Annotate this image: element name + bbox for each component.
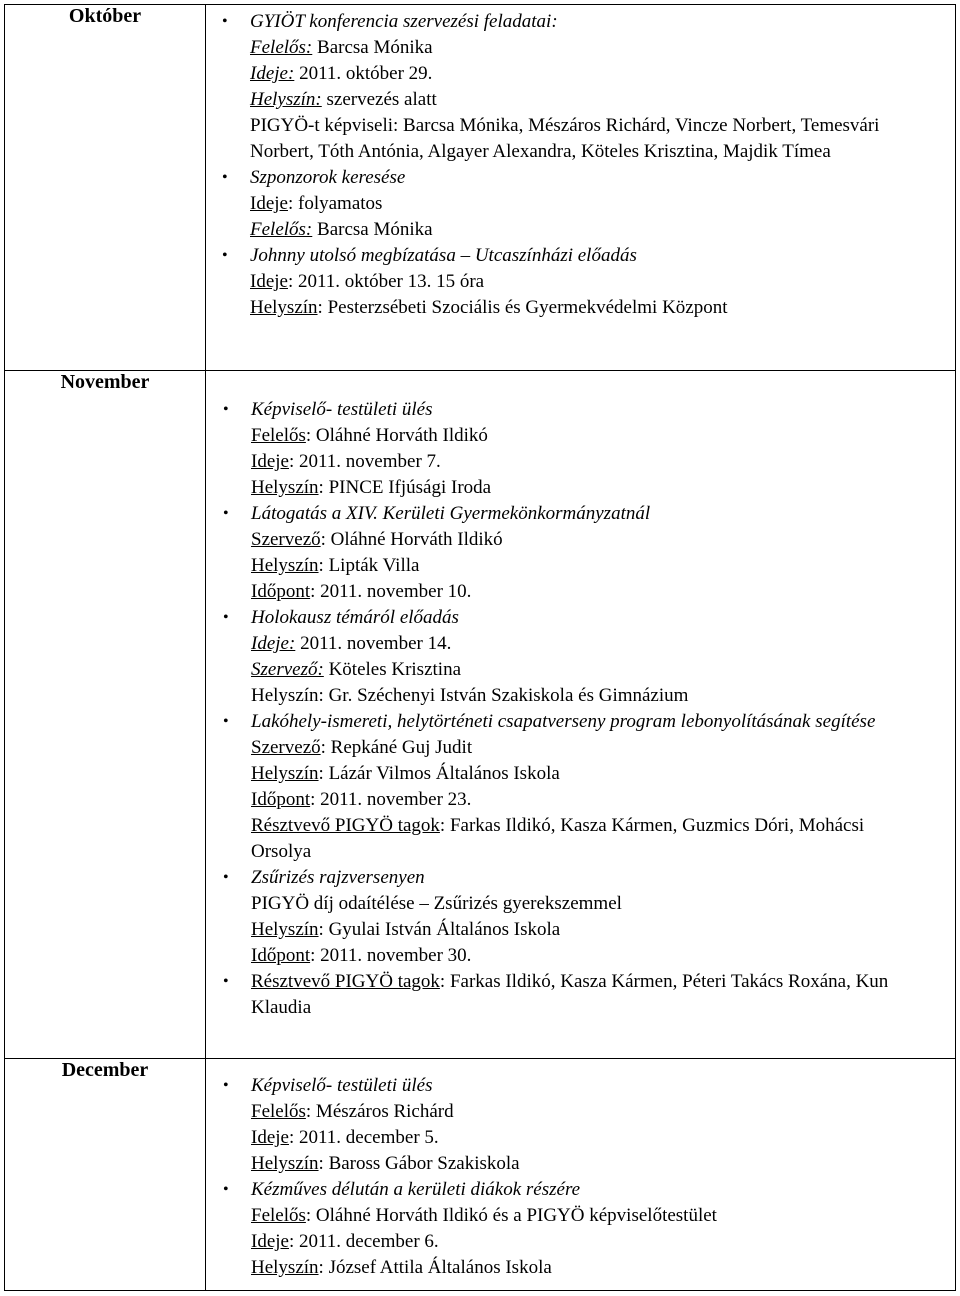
detail-label: Résztvevő PIGYÖ tagok xyxy=(251,971,440,992)
detail-line xyxy=(251,475,955,501)
detail-label: Felelős xyxy=(251,1205,306,1226)
event-list xyxy=(211,397,955,1021)
detail-label: Helyszín xyxy=(251,1257,319,1278)
list-item xyxy=(211,1177,955,1281)
detail-value: : PINCE Ifjúsági Iroda xyxy=(318,477,492,498)
detail-label: Szervező xyxy=(251,737,321,758)
detail-line xyxy=(250,269,955,295)
detail-line xyxy=(251,735,955,761)
detail-label: Ideje xyxy=(251,451,289,472)
detail-line xyxy=(251,553,955,579)
detail-value: : Oláhné Horváth Ildikó xyxy=(320,529,503,550)
detail-line xyxy=(251,1203,955,1229)
detail-value: : Mészáros Richárd xyxy=(305,1101,454,1122)
detail-line xyxy=(251,527,955,553)
detail-value: Barcsa Mónika xyxy=(312,37,433,58)
detail-value: PIGYÖ-t képviseli: Barcsa Mónika, Mészáros Richárd, Vincze Norbert, Temesvári Norbert, Tóth Antónia, Algayer Alexandra, Köteles Krisztina, Majdik Tímea xyxy=(250,115,880,162)
detail-line xyxy=(251,449,955,475)
detail-line xyxy=(250,87,955,113)
detail-label: Időpont xyxy=(251,581,311,602)
detail-line xyxy=(251,943,955,969)
detail-line xyxy=(251,891,955,917)
detail-line xyxy=(251,813,955,865)
detail-label: Ideje xyxy=(250,193,288,214)
detail-line xyxy=(251,423,955,449)
detail-line xyxy=(250,295,955,321)
detail-value: : József Attila Általános Iskola xyxy=(318,1257,552,1278)
detail-value: : 2011. október 13. 15 óra xyxy=(287,271,485,292)
list-item xyxy=(211,1073,955,1177)
event-title: • Szponzorok keresése xyxy=(250,167,406,188)
detail-label: Felelős: xyxy=(250,219,313,240)
detail-value: : folyamatos xyxy=(287,193,383,214)
detail-value: Barcsa Mónika xyxy=(312,219,433,240)
detail-line xyxy=(251,631,955,657)
detail-value: : Lipták Villa xyxy=(318,555,420,576)
detail-line xyxy=(251,1255,955,1281)
table-row-november xyxy=(5,371,956,1059)
detail-value: : Oláhné Horváth Ildikó xyxy=(305,425,488,446)
detail-label: Szervező xyxy=(251,529,321,550)
detail-label: Ideje xyxy=(251,1231,289,1252)
event-title: • Képviselő- testületi ülés xyxy=(251,1075,433,1096)
detail-label: Szervező: xyxy=(251,659,324,680)
detail-value: : Baross Gábor Szakiskola xyxy=(318,1153,520,1174)
detail-line xyxy=(250,191,955,217)
detail-label: Helyszín xyxy=(251,763,319,784)
detail-line xyxy=(251,969,955,1021)
detail-line xyxy=(250,35,955,61)
detail-label: Helyszín xyxy=(251,919,319,940)
month-label: December xyxy=(61,1059,149,1081)
month-cell xyxy=(5,1059,206,1291)
detail-line xyxy=(251,917,955,943)
event-title: • Látogatás a XIV. Kerületi Gyermekönkormányzatnál xyxy=(251,503,651,524)
list-item xyxy=(211,969,955,1021)
event-title: • Lakóhely-ismereti, helytörténeti csapatverseny program lebonyolításának segítése xyxy=(251,711,876,732)
detail-label: Időpont xyxy=(251,945,311,966)
events-cell xyxy=(206,1059,956,1291)
detail-label: Felelős xyxy=(251,1101,306,1122)
detail-line xyxy=(251,1099,955,1125)
detail-line xyxy=(251,1229,955,1255)
detail-value: : 2011. december 5. xyxy=(288,1127,439,1148)
list-item xyxy=(211,605,955,709)
detail-label: Felelős: xyxy=(250,37,313,58)
event-title: • Kézműves délután a kerületi diákok részére xyxy=(251,1179,581,1200)
list-item xyxy=(210,243,955,321)
detail-label: Helyszín xyxy=(251,477,319,498)
list-item xyxy=(210,165,955,243)
event-title: • Képviselő- testületi ülés xyxy=(251,399,433,420)
detail-value: : 2011. december 6. xyxy=(288,1231,439,1252)
list-item xyxy=(211,501,955,605)
detail-value: : Repkáné Guj Judit xyxy=(320,737,473,758)
list-item xyxy=(210,9,955,165)
detail-label: Felelős xyxy=(251,425,306,446)
detail-label: Ideje: xyxy=(250,63,295,84)
detail-value: Helyszín: Gr. Széchenyi István Szakiskola és Gimnázium xyxy=(251,685,689,706)
program-table xyxy=(4,4,956,1291)
detail-label: Ideje: xyxy=(251,633,296,654)
detail-value: : Farkas Ildikó, Kasza Kármen, Péteri Takács Roxána, Kun Klaudia xyxy=(251,971,889,1018)
list-item xyxy=(211,397,955,501)
detail-label: Helyszín xyxy=(251,1153,319,1174)
event-title: • Zsűrizés rajzversenyen xyxy=(251,867,425,888)
event-title: • GYIÖT konferencia szervezési feladatai: xyxy=(250,11,558,32)
detail-value: : Gyulai István Általános Iskola xyxy=(318,919,561,940)
detail-value: : Farkas Ildikó, Kasza Kármen, Guzmics Dóri, Mohácsi Orsolya xyxy=(251,815,865,862)
month-label: November xyxy=(60,371,150,393)
detail-line xyxy=(251,1151,955,1177)
detail-value: : 2011. november 10. xyxy=(310,581,472,602)
detail-label: Helyszín: xyxy=(250,89,322,110)
detail-line xyxy=(251,787,955,813)
detail-value: PIGYÖ díj odaítélése – Zsűrizés gyerekszemmel xyxy=(251,893,622,914)
detail-line xyxy=(251,657,955,683)
list-item xyxy=(211,865,955,969)
detail-line xyxy=(251,683,955,709)
table-row-october xyxy=(5,5,956,371)
detail-label: Időpont xyxy=(251,789,311,810)
event-list xyxy=(210,9,955,321)
detail-value: : 2011. november 30. xyxy=(310,945,472,966)
detail-line xyxy=(251,579,955,605)
month-cell xyxy=(5,371,206,1059)
detail-value: : Oláhné Horváth Ildikó és a PIGYÖ képviselőtestület xyxy=(305,1205,717,1226)
event-title: • Holokausz témáról előadás xyxy=(251,607,459,628)
detail-value: Köteles Krisztina xyxy=(323,659,461,680)
detail-label: Helyszín xyxy=(250,297,318,318)
detail-value: szervezés alatt xyxy=(321,89,437,110)
detail-value: 2011. október 29. xyxy=(294,63,433,84)
detail-line xyxy=(250,113,955,165)
month-cell xyxy=(5,5,206,371)
detail-value: : 2011. november 7. xyxy=(288,451,441,472)
list-item xyxy=(211,709,955,865)
detail-label: Helyszín xyxy=(251,555,319,576)
detail-line xyxy=(251,761,955,787)
detail-value: : Pesterzsébeti Szociális és Gyermekvédelmi Központ xyxy=(317,297,728,318)
detail-label: Ideje xyxy=(250,271,288,292)
month-label: Október xyxy=(68,5,142,27)
table-row-december xyxy=(5,1059,956,1291)
detail-value: 2011. november 14. xyxy=(295,633,452,654)
detail-label: Résztvevő PIGYÖ tagok xyxy=(251,815,440,836)
detail-label: Ideje xyxy=(251,1127,289,1148)
detail-value: : Lázár Vilmos Általános Iskola xyxy=(318,763,560,784)
detail-line xyxy=(251,1125,955,1151)
event-title: • Johnny utolsó megbízatása – Utcaszínházi előadás xyxy=(250,245,637,266)
events-cell xyxy=(206,371,956,1059)
events-cell xyxy=(206,5,956,371)
detail-line xyxy=(250,61,955,87)
detail-value: : 2011. november 23. xyxy=(310,789,472,810)
event-list xyxy=(211,1073,955,1281)
detail-line xyxy=(250,217,955,243)
